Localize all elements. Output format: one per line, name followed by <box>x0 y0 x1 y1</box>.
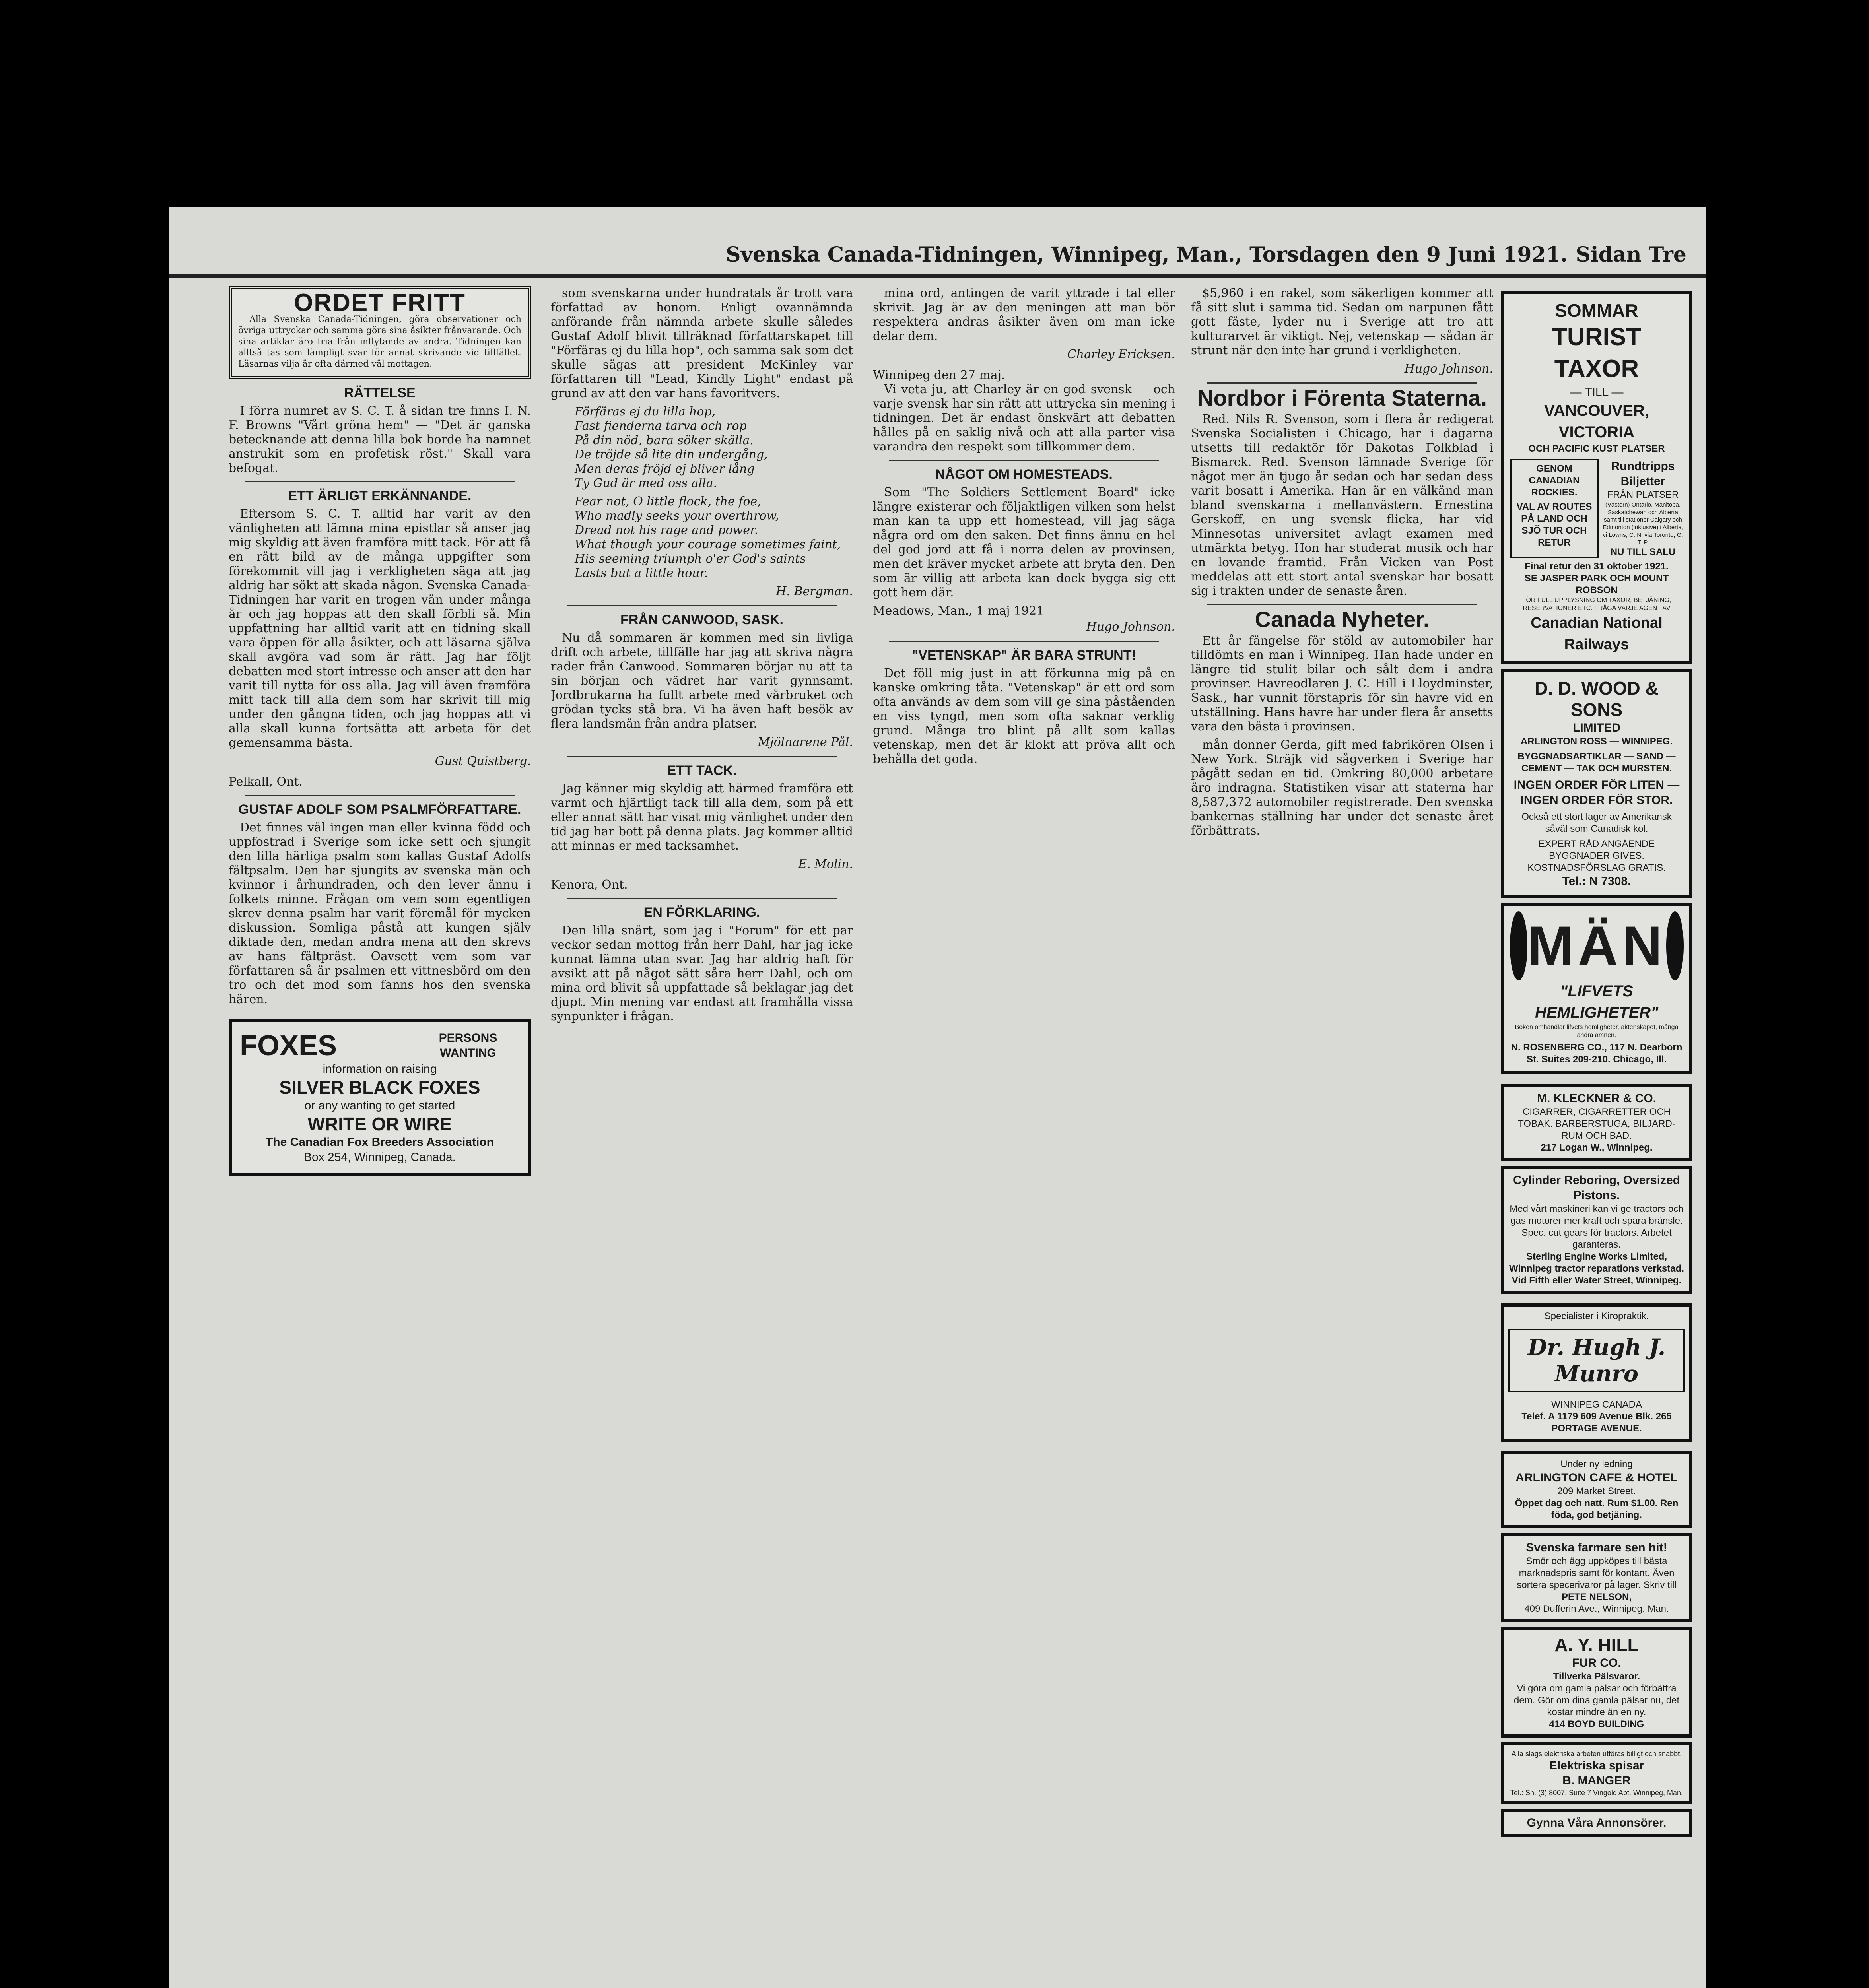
foxes-ad <box>229 1019 531 1176</box>
taxor-cities: VANCOUVER, VICTORIA <box>1544 402 1649 441</box>
gustaf-adolf-text: Det finnes väl ingen man eller kvinna född och uppfostrad i Sverige som icke sett och sjungit den lilla härliga psalm som kallas Gustaf Adolfs fältpsalm. Den har sjungits av svenska män och kvinnor i århundraden, och den lever ännu i folkets minne. Frågan om vem som egentligen skrev denna psalm har varit föremål för mycken diskussion. Somliga påstå att kungen själv diktade den, medan andra mena att den skrevs av hans fältpräst. Oavsett vem som var författaren så är psalmen ett vittnesbörd om den tro och det mod som fanns hos den svenska hären. <box>229 821 531 1006</box>
foxes-info: information on raising <box>323 1062 437 1076</box>
munro-specialist: Specialister i Kiropraktik. <box>1544 1311 1649 1322</box>
spisar-name: B. MANGER <box>1562 1774 1631 1787</box>
taxor-rockies-1: GENOM CANADIAN <box>1529 463 1580 486</box>
col3-place: Winnipeg den 27 maj. <box>873 368 1005 382</box>
taxor-val: VAL AV ROUTES PÅ LAND OCH SJÖ TUR OCH RETUR <box>1516 501 1592 548</box>
ett-arligt-signature: Gust Quistberg. <box>435 754 531 768</box>
ett-arligt-place: Pelkall, Ont. <box>229 775 303 789</box>
divider <box>567 898 837 899</box>
fran-canwood-signature: Mjölnarene Pål. <box>758 735 853 749</box>
farmare-text: Smör och ägg uppköpes till bästa marknadspris samt för kontant. Även sortera specerivaror på lager. Skriv till <box>1517 1556 1677 1590</box>
taxor-till: — TILL — <box>1570 386 1624 399</box>
spisar-text: Alla slags elektriska arbeten utföras billigt och snabbt. <box>1511 1750 1682 1758</box>
ett-tack-heading: ETT TACK. <box>667 763 737 778</box>
taxor-railways: Canadian National Railways <box>1531 615 1663 653</box>
col4-text: $5,960 i en rakel, som säkerligen kommer att få sitt slut i samma tid. Sedan om narpunen fått gott fäste, lyder nu i Sverige att tro att kulturarvet är viktigt. Nej, vetenskap — sådan är strunt när den inte har grund i verkligheten. <box>1191 286 1493 357</box>
arlington-cafe-ad <box>1501 1451 1692 1528</box>
munro-name: Dr. Hugh J. Munro <box>1508 1329 1685 1392</box>
svenska-farmare-ad <box>1501 1533 1692 1622</box>
arlington-name: ARLINGTON CAFE & HOTEL <box>1515 1471 1678 1484</box>
divider <box>1207 382 1477 384</box>
col3-text: mina ord, antingen de varit yttrade i tal eller skrivit. Jag är av den meningen att man bör respektera andras åsikter även om man icke delar dem. <box>873 286 1175 343</box>
nagot-homesteads-heading: NÅGOT OM HOMESTEADS. <box>935 467 1113 482</box>
taxor-rundtripp: Rundtripps Biljetter <box>1611 460 1675 488</box>
ett-arligt-heading: ETT ÄRLIGT ERKÄNNANDE. <box>288 488 472 503</box>
col4-text-2: mån donner Gerda, gift med fabrikören Olsen i New York. Sträjk vid sågverken i Sverige har pågått sedan en tid. Omkring 80,000 arbetare äro indragna. Statistiken visar att staterna har 8,587,372 automobiler registrerade. Den svenska bankernas ställning har under det senaste året förbättrats. <box>1191 738 1493 838</box>
nordbor-text: Red. Nils R. Svenson, som i flera år redigerat Svenska Socialisten i Chicago, har i dagarna utsetts till redaktör för Dakotas Folkblad i Bismarck. Red. Svenson lämnade Sverige för något mer än tjugo år sedan och har sedan dess varit bosatt i Amerika. Han är en välkänd man bland svenskarna i mellanvästern. Ernestina Gerskoff, en ung svensk flicka, har vid Minnesotas universitet avlagt examen med utmärkta betyg. Hon har studerat musik och har en lovande framtid. Från Vicken van Post meddelas att ett stort antal svenskar har bosatt sig i trakten under de senaste åren. <box>1191 412 1493 598</box>
farmare-title: Svenska farmare sen hit! <box>1526 1541 1667 1554</box>
col2-signature: H. Bergman. <box>776 584 853 598</box>
masthead-title: Svenska Canada-Tidningen, Winnipeg, Man., Torsdagen den 9 Juni 1921. <box>726 243 1568 267</box>
taxor-detail: (Västern) Ontario, Manitoba, Saskatchewan och Alberta samt till stationer Calgary och Edmonton (inklusive) i Alberta, vi Lowns, C. N. via Toronto, G. T. P. <box>1603 501 1683 546</box>
foxes-box: Box 254, Winnipeg, Canada. <box>304 1151 456 1164</box>
taxor-fran: FRÅN PLATSER <box>1607 489 1679 500</box>
wood-expert: EXPERT RÅD ANGÅENDE BYGGNADER GIVES. KOSTNADSFÖRSLAG GRATIS. <box>1527 839 1666 873</box>
divider <box>567 605 837 606</box>
foxes-title: FOXES <box>240 1030 337 1062</box>
kleckner-items: CIGARRER, CIGARRETTER OCH TOBAK. BARBERSTUGA, BILJARD-RUM OCH BAD. <box>1518 1107 1675 1141</box>
taxor-rockies-2: ROCKIES. <box>1531 487 1578 498</box>
spisar-address: Tel.: Sh. (3) 8007. Suite 7 Vingold Apt. Winnipeg, Man. <box>1510 1789 1683 1797</box>
taxor-kust: OCH PACIFIC KUST PLATSER <box>1528 443 1665 454</box>
divider <box>889 460 1159 461</box>
wood-tel: Tel.: N 7308. <box>1562 875 1631 888</box>
arlington-top: Under ny ledning <box>1560 1459 1633 1470</box>
col2-text: som svenskarna under hundratals år trott vara författad av honom. Enligt ovannämnda anförande från nämnda arbete skulle således Gustaf Adolf blivit tillräknad författarskapet till "Förfäras ej du lilla hop", och samma sak som det skulle sägas att president McKinley var författaren till "Lead, Kindly Light" endast på grund av att den var hans favoritvers. <box>551 286 853 400</box>
divider <box>567 756 837 757</box>
taxor-sommar: SOMMAR <box>1555 300 1638 321</box>
mano-subtitle: "LIFVETS HEMLIGHETER" <box>1535 982 1659 1021</box>
gynna-annonsorer-box <box>1501 1809 1692 1837</box>
nagot-homesteads-text: Som "The Soldiers Settlement Board" icke längre existerar och följaktligen vilken som helst man kan ta upp ett homestead, vill jag säga några ord om den saken. Det finns ännu en hel del god jord att få i norra delen av provinsen, men det kräver mycket arbete att bryta den. Den som är villig att arbeta kan dock bygga sig ett gott hem där. <box>873 485 1175 600</box>
arlington-text: Öppet dag och natt. Rum $1.00. Ren föda, god betjäning. <box>1515 1498 1679 1520</box>
ett-arligt-text: Eftersom S. C. T. alltid har varit av den vänligheten att lämna mina epistlar så anser jag mig skyldig att även framföra mitt tack. För att få en rätt bild av de många uppgifter som förekommit vill jag i verkligheten säga att jag aldrig har sökt att skada någon. Svenska Canada-Tidningen har varit en trogen vän under många år och jag hoppas att den skall förbli så. Min uppfattning har alltid varit att en tidning skall vara öppen för alla åsikter, och att läsarna själva skall avgöra vad som är rätt. Jag har följt debatten med stort intresse och anser att den har varit till nytta för oss alla. Jag vill även framföra mitt tack till alla dem som har skrivit till mig under den gångna tiden, och jag hoppas att vi alla skall kunna fortsätta att arbeta för det gemensamma bästa. <box>229 507 531 750</box>
newspaper-page <box>169 207 1706 1988</box>
ordet-fritt-box <box>229 286 531 379</box>
rattelse-heading: RÄTTELSE <box>344 385 416 400</box>
gynna-text: Gynna Våra Annonsörer. <box>1527 1816 1667 1829</box>
farmare-name: PETE NELSON, <box>1561 1592 1632 1602</box>
taxor-salu: NU TILL SALU <box>1610 547 1676 557</box>
swedish-poem: Förfäras ej du lilla hop, Fast fienderna tarva och rop På din nöd, bara söker skälla. De tröjde så lite din undergång, Men deras fröjd ej bliver lång Ty Gud är med oss alla. <box>575 405 768 490</box>
hill-address: 414 BOYD BUILDING <box>1549 1719 1644 1730</box>
elektriska-spisar-ad <box>1501 1742 1692 1804</box>
kleckner-name: M. KLECKNER & CO. <box>1537 1092 1656 1105</box>
page-header <box>169 207 1706 278</box>
munro-ad <box>1501 1303 1692 1442</box>
col3-signature: Charley Ericksen. <box>1067 348 1175 361</box>
forklaring-text: Den lilla snärt, som jag i "Forum" för ett par veckor sedan mottog från herr Dahl, har jag icke kunnat lämna utan svar. Jag har aldrig haft för avsikt att på något sätt såra herr Dahl, och om mina ord blivit så uppfattade så beklagar jag det djupt. Min mening var endast att framhålla vissa synpunkter i frågan. <box>551 924 853 1023</box>
hill-sub: FUR CO. <box>1572 1656 1621 1670</box>
vetenskap-text: Det föll mig just in att förkunna mig på en kanske omkring tåta. "Vetenskap" är ett ord som ofta används av dem som vill ge sina påståenden en viss tyngd, men som ofta saknar verklig grund. Många tro blint på allt som kallas vetenskap, men det är klokt att pröva allt och behålla det goda. <box>873 666 1175 766</box>
fran-canwood-heading: FRÅN CANWOOD, SASK. <box>620 612 783 627</box>
canada-nyheter-text: Ett år fängelse för stöld av automobiler har tilldömts en man i Winnipeg. Han hade under en längre tid stulit bilar och sålt dem i andra provinser. Havreodlaren J. C. Hill i Lloydminster, Sask., har vunnit förstapris för sin havre vid en utställning. Hans havre har under flera år ansetts vara den bästa i provinsen. <box>1191 634 1493 734</box>
divider <box>245 481 515 482</box>
cylinder-company: Sterling Engine Works Limited, Winnipeg tractor reparations verkstad. Vid Fifth eller Water Street, Winnipeg. <box>1509 1251 1684 1286</box>
divider <box>1207 604 1477 605</box>
divider <box>245 795 515 796</box>
farmare-address: 409 Dufferin Ave., Winnipeg, Man. <box>1524 1604 1669 1614</box>
ordet-fritt-title: ORDET FRITT <box>294 289 466 316</box>
wood-address: ARLINGTON ROSS — WINNIPEG. <box>1520 736 1673 747</box>
gustaf-adolf-heading: GUSTAF ADOLF SOM PSALMFÖRFATTARE. <box>238 802 521 817</box>
spisar-title: Elektriska spisar <box>1549 1759 1644 1772</box>
taxor-retur: Final retur den 31 oktober 1921. <box>1525 561 1669 572</box>
munro-city: WINNIPEG CANADA <box>1551 1399 1642 1410</box>
ett-tack-place: Kenora, Ont. <box>551 878 628 892</box>
mano-word: MÄN <box>1527 914 1666 977</box>
wood-limited: LIMITED <box>1573 721 1620 734</box>
cylinder-text: Med vårt maskineri kan vi ge tractors och gas motorer mer kraft och spara bränsle. Spec. cut gears för tractors. Arbetet garanteras. <box>1510 1204 1684 1250</box>
dd-wood-ad <box>1501 669 1692 898</box>
column-1 <box>229 286 531 1181</box>
munro-telephone: Telef. A 1179 609 Avenue Blk. 265 PORTAGE AVENUE. <box>1521 1411 1672 1434</box>
taxor-jasper: SE JASPER PARK OCH MOUNT ROBSON <box>1524 573 1669 596</box>
foxes-sub: PERSONS WANTING <box>439 1031 497 1060</box>
foxes-silver: SILVER BLACK FOXES <box>279 1077 480 1098</box>
cylinder-ad <box>1501 1166 1692 1294</box>
mano-o-left <box>1510 911 1527 980</box>
english-poem: Fear not, O little flock, the foe, Who madly seeks your overthrow, Dread not his rage and power. What though your courage sometimes faint, His seeming triumph o'er God's saints Lasts but a little hour. <box>575 495 841 580</box>
turist-taxor-ad <box>1501 291 1692 664</box>
vetenskap-heading: "VETENSKAP" ÄR BARA STRUNT! <box>912 648 1136 663</box>
wood-name: D. D. WOOD & SONS <box>1535 678 1659 720</box>
wood-lager: Också ett stort lager av Amerikansk såväl som Canadisk kol. <box>1521 812 1672 834</box>
mano-o-right <box>1666 911 1684 980</box>
page-number: Sidan Tre <box>1576 243 1686 267</box>
column-2 <box>551 286 853 1028</box>
canada-nyheter-heading: Canada Nyheter. <box>1255 607 1430 632</box>
wood-order: INGEN ORDER FÖR LITEN — INGEN ORDER FÖR STOR. <box>1513 779 1680 807</box>
foxes-write-wire: WRITE OR WIRE <box>307 1114 452 1134</box>
hill-text: Vi göra om gamla pälsar och förbättra dem. Gör om dina gamla pälsar nu, det kostar mindre än en ny. <box>1513 1683 1680 1718</box>
hill-fur-ad <box>1501 1627 1692 1738</box>
divider <box>889 641 1159 642</box>
ads-column <box>1501 286 1692 1988</box>
taxor-info: FÖR FULL UPPLYSNING OM TAXOR, BETJÄNING, RESERVATIONER ETC. FRÅGA VARJE AGENT AV <box>1522 597 1671 612</box>
cylinder-title: Cylinder Reboring, Oversized Pistons. <box>1513 1174 1681 1202</box>
col3-text-2: Vi veta ju, att Charley är en god svensk — och varje svensk har sin rätt att uttrycka sin mening i tidningen. Det är endast önskvärt att debatten hålles på en saklig nivå och att alla parter visa varandra den respekt som tillkommer dem. <box>873 382 1175 454</box>
taxor-title: TURIST TAXOR <box>1552 323 1641 382</box>
foxes-association: The Canadian Fox Breeders Association <box>265 1136 494 1149</box>
mano-ad <box>1501 903 1692 1074</box>
ett-tack-text: Jag känner mig skyldig att härmed framföra ett varmt och hjärtligt tack till alla dem, som på ett eller annat sätt har visat mig vänlighet under den tid jag har bott på denna plats. Jag kommer alltid att minnas er med tacksamhet. <box>551 782 853 853</box>
hill-tag: Tillverka Pälsvaror. <box>1553 1671 1640 1682</box>
ordet-fritt-text: Alla Svenska Canada-Tidningen, göra observationer och övriga uttryckar och samma göra sina åsikter frånvarande. Och sina artiklar äro fria från inflytande av andra. Tidningen kan alltså tas som lämpligt svar för annat skrivande vid tillfället. Läsarnas vilja är ofta därmed väl mottagen. <box>238 315 521 369</box>
rattelse-text: I förra numret av S. C. T. å sidan tre finns I. N. F. Browns "Vårt gröna hem" — "Det är ganska betecknande att denna lilla bok borde ha namnet anstrukit som en profetisk röst." Skall vara befogat. <box>229 404 531 475</box>
nagot-place: Meadows, Man., 1 maj 1921 <box>873 604 1044 618</box>
foxes-write: or any wanting to get started <box>304 1099 455 1112</box>
hill-name: A. Y. HILL <box>1554 1635 1639 1655</box>
arlington-address: 209 Market Street. <box>1557 1486 1636 1497</box>
col4-signature: Hugo Johnson. <box>1404 362 1493 376</box>
column-4 <box>1191 286 1493 842</box>
column-3 <box>873 286 1175 771</box>
nagot-signature: Hugo Johnson. <box>1086 620 1175 634</box>
kleckner-address: 217 Logan W., Winnipeg. <box>1541 1142 1653 1153</box>
kleckner-ad <box>1501 1084 1692 1161</box>
forklaring-heading: EN FÖRKLARING. <box>643 905 760 920</box>
ett-tack-signature: E. Molin. <box>798 857 853 871</box>
mano-small: Boken omhandlar lifvets hemligheter, äktenskapet, många andra ämnen. <box>1515 1024 1679 1039</box>
wood-materials: BYGGNADSARTIKLAR — SAND — CEMENT — TAK OCH MURSTEN. <box>1517 751 1676 774</box>
mano-company: N. ROSENBERG CO., 117 N. Dearborn St. Suites 209-210. Chicago, Ill. <box>1511 1042 1682 1065</box>
fran-canwood-text: Nu då sommaren är kommen med sin livliga drift och arbete, tillfälle har jag att skriva några rader från Canwood. Sommaren börjar nu att ta sin början och vädret har varit gynnsamt. Jordbrukarna ha fullt arbete med vårbruket och grödan tycks stå bra. Vi ha även haft besök av flera landsmän från andra platser. <box>551 631 853 731</box>
nordbor-heading: Nordbor i Förenta Staterna. <box>1197 385 1487 410</box>
